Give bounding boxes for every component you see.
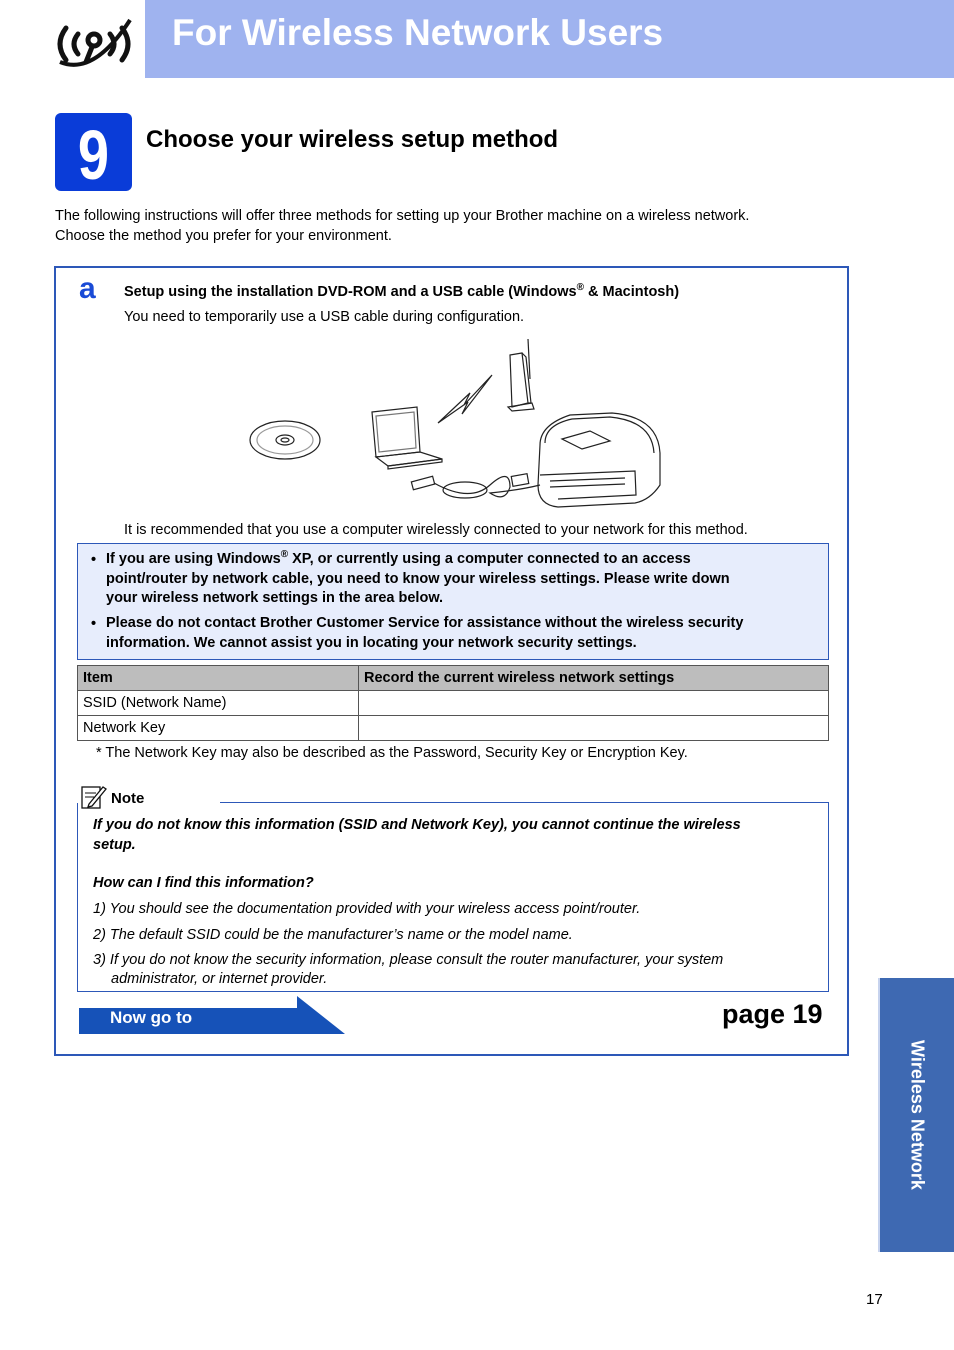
header-title: For Wireless Network Users — [172, 12, 664, 53]
note-item-2: 2) The default SSID could be the manufacturer’s name or the model name. — [93, 927, 573, 943]
registered-mark: ® — [576, 282, 584, 293]
registered-mark: ® — [280, 549, 289, 561]
table-cell-item: Network Key — [78, 716, 359, 741]
laptop-icon — [372, 407, 442, 469]
now-go-to-label: Now go to — [110, 1008, 193, 1027]
note-warning-line2: setup. — [93, 837, 136, 853]
bullet-symbol: • — [91, 616, 97, 632]
option-subtitle: You need to temporarily use a USB cable during configuration. — [124, 309, 525, 325]
scanner-icon — [538, 413, 660, 507]
usb-cable-icon — [411, 474, 540, 498]
page-reference-link[interactable]: page 19 — [722, 999, 823, 1029]
option-title — [124, 282, 679, 300]
table-row — [78, 716, 829, 741]
table-header-record: Record the current wireless network settings — [359, 666, 829, 691]
setup-illustration — [240, 335, 670, 515]
warning-bullet-1 — [106, 550, 826, 609]
note-item-3-line2: administrator, or internet provider. — [111, 971, 328, 987]
table-row — [78, 691, 829, 716]
note-warning-line1: If you do not know this information (SSID and Network Key), you cannot continue the wireless — [93, 817, 741, 833]
bullet-symbol: • — [91, 552, 97, 568]
bullet1-line3: your wireless network settings in the area below. — [106, 590, 444, 606]
warning-bullet-2 — [106, 614, 826, 653]
bullet1-line2: point/router by network cable, you need to know your wireless settings. Please write down — [106, 570, 730, 587]
note-item-3-line1: 3) If you do not know the security information, please consult the router manufacturer, your system — [93, 952, 724, 968]
table-cell-item: SSID (Network Name) — [78, 691, 359, 716]
side-tab — [878, 978, 954, 1252]
table-cell-value — [359, 691, 829, 716]
table-cell-value — [359, 716, 829, 741]
step-badge — [55, 113, 132, 194]
bullet2-line2: information. We cannot assist you in locating your network security settings. — [106, 634, 637, 651]
option-title-part1: Setup using the installation DVD-ROM and a USB cable (Windows — [124, 283, 577, 300]
intro-line-2: Choose the method you prefer for your environment. — [55, 228, 392, 244]
option-letter: a — [79, 272, 96, 305]
table-header-row — [78, 666, 829, 691]
side-tab-label: Wireless Network — [907, 1040, 928, 1190]
intro-line-1: The following instructions will offer three methods for setting up your Brother machine on a wireless network. — [55, 208, 750, 224]
warning-box — [77, 543, 829, 660]
note-item-1: 1) You should see the documentation provided with your wireless access point/router. — [93, 901, 641, 917]
recommend-text: It is recommended that you use a computer wirelessly connected to your network for this method. — [124, 522, 748, 538]
router-icon — [508, 339, 534, 411]
note-question: How can I find this information? — [93, 875, 314, 891]
step-title: Choose your wireless setup method — [146, 126, 559, 153]
note-label: Note — [111, 790, 145, 807]
page-number: 17 — [866, 1291, 883, 1308]
option-title-part2: & Macintosh) — [584, 283, 680, 300]
bullet2-line1: Please do not contact Brother Customer Service for assistance without the wireless security — [106, 615, 744, 631]
dvd-icon — [250, 421, 320, 459]
bullet1-rest: XP, or currently using a computer connected to an access — [288, 551, 691, 567]
table-footnote: * The Network Key may also be described as the Password, Security Key or Encryption Key. — [96, 745, 688, 761]
step-number: 9 — [77, 116, 110, 194]
wireless-icon — [52, 14, 136, 68]
bullet1-part1: If you are using Windows — [106, 551, 281, 567]
table-header-item: Item — [78, 666, 359, 691]
wireless-signal-icon — [438, 375, 492, 423]
settings-table — [77, 665, 829, 741]
